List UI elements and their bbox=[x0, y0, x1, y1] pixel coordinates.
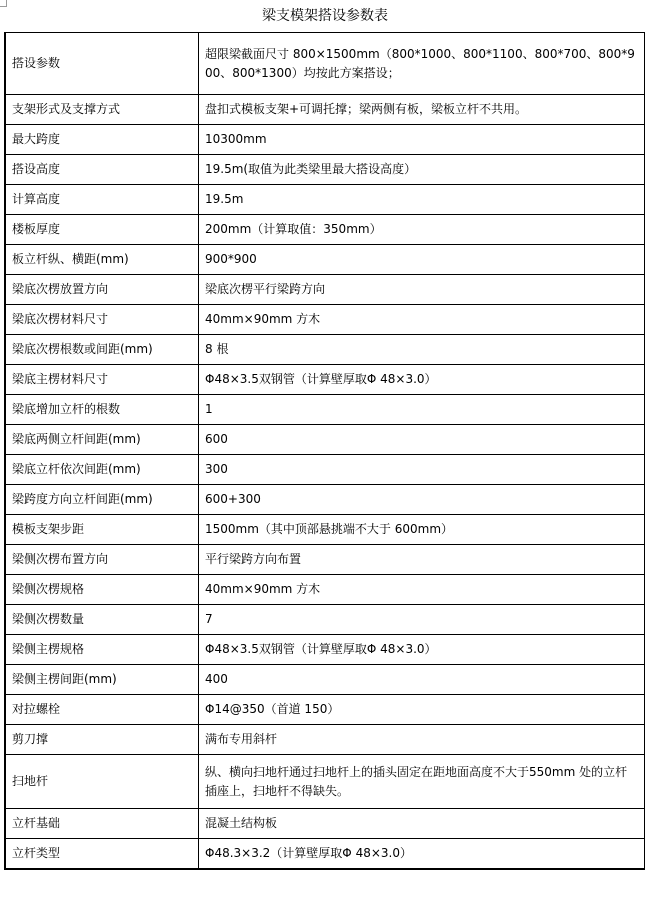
row-value: 300 bbox=[199, 455, 645, 485]
row-value: Φ14@350（首道 150） bbox=[199, 695, 645, 725]
table-row bbox=[5, 33, 645, 95]
table-row bbox=[5, 665, 645, 695]
table-row bbox=[5, 425, 645, 455]
row-value: 盘扣式模板支架+可调托撑；梁两侧有板，梁板立杆不共用。 bbox=[199, 95, 645, 125]
table-row bbox=[5, 695, 645, 725]
table-row bbox=[5, 725, 645, 755]
row-label: 最大跨度 bbox=[5, 125, 199, 155]
row-label: 梁底两侧立杆间距(mm) bbox=[5, 425, 199, 455]
row-value: 400 bbox=[199, 665, 645, 695]
row-label: 梁底主楞材料尺寸 bbox=[5, 365, 199, 395]
page-corner-mark bbox=[0, 0, 7, 7]
table-row bbox=[5, 305, 645, 335]
row-label: 梁底增加立杆的根数 bbox=[5, 395, 199, 425]
row-value: 8 根 bbox=[199, 335, 645, 365]
table-row bbox=[5, 155, 645, 185]
row-label: 扫地杆 bbox=[5, 755, 199, 809]
row-label: 梁侧次楞数量 bbox=[5, 605, 199, 635]
row-value: 900*900 bbox=[199, 245, 645, 275]
row-value: 1500mm（其中顶部悬挑端不大于 600mm） bbox=[199, 515, 645, 545]
row-value: 梁底次楞平行梁跨方向 bbox=[199, 275, 645, 305]
row-value: 纵、横向扫地杆通过扫地杆上的插头固定在距地面高度不大于550mm 处的立杆插座上，扫地杆不得缺失。 bbox=[199, 755, 645, 809]
row-label: 梁底立杆依次间距(mm) bbox=[5, 455, 199, 485]
table-row bbox=[5, 185, 645, 215]
row-label: 梁底次楞根数或间距(mm) bbox=[5, 335, 199, 365]
row-value: 7 bbox=[199, 605, 645, 635]
row-label: 立杆基础 bbox=[5, 809, 199, 839]
row-value: Φ48×3.5双钢管（计算壁厚取Φ 48×3.0） bbox=[199, 365, 645, 395]
table-row bbox=[5, 275, 645, 305]
table-row bbox=[5, 245, 645, 275]
table-row bbox=[5, 575, 645, 605]
table-row bbox=[5, 839, 645, 869]
table-row bbox=[5, 515, 645, 545]
row-label: 搭设参数 bbox=[5, 33, 199, 95]
row-value: 混凝土结构板 bbox=[199, 809, 645, 839]
row-value: 超限梁截面尺寸 800×1500mm（800*1000、800*1100、800*700、800*900、800*1300）均按此方案搭设； bbox=[199, 33, 645, 95]
document-title: 梁支模架搭设参数表 bbox=[262, 8, 388, 24]
row-value: 19.5m(取值为此类梁里最大搭设高度） bbox=[199, 155, 645, 185]
table-row bbox=[5, 755, 645, 809]
row-label: 搭设高度 bbox=[5, 155, 199, 185]
row-label: 梁底次楞放置方向 bbox=[5, 275, 199, 305]
row-label: 梁侧主楞间距(mm) bbox=[5, 665, 199, 695]
row-value: 600+300 bbox=[199, 485, 645, 515]
table-row bbox=[5, 335, 645, 365]
parameter-table bbox=[4, 32, 645, 870]
table-row bbox=[5, 365, 645, 395]
table-row bbox=[5, 635, 645, 665]
row-label: 梁侧次楞布置方向 bbox=[5, 545, 199, 575]
table-row bbox=[5, 95, 645, 125]
row-label: 梁侧次楞规格 bbox=[5, 575, 199, 605]
table-row bbox=[5, 545, 645, 575]
row-value: 1 bbox=[199, 395, 645, 425]
row-value: 40mm×90mm 方木 bbox=[199, 305, 645, 335]
row-label: 计算高度 bbox=[5, 185, 199, 215]
row-label: 梁跨度方向立杆间距(mm) bbox=[5, 485, 199, 515]
row-label: 支架形式及支撑方式 bbox=[5, 95, 199, 125]
table-row bbox=[5, 215, 645, 245]
row-label: 楼板厚度 bbox=[5, 215, 199, 245]
row-label: 梁侧主楞规格 bbox=[5, 635, 199, 665]
row-label: 立杆类型 bbox=[5, 839, 199, 869]
row-value: 满布专用斜杆 bbox=[199, 725, 645, 755]
row-value: 平行梁跨方向布置 bbox=[199, 545, 645, 575]
table-row bbox=[5, 809, 645, 839]
table-row bbox=[5, 125, 645, 155]
row-label: 梁底次楞材料尺寸 bbox=[5, 305, 199, 335]
table-row bbox=[5, 485, 645, 515]
row-label: 板立杆纵、横距(mm) bbox=[5, 245, 199, 275]
row-label: 对拉螺栓 bbox=[5, 695, 199, 725]
row-label: 剪刀撑 bbox=[5, 725, 199, 755]
row-value: Φ48×3.5双钢管（计算壁厚取Φ 48×3.0） bbox=[199, 635, 645, 665]
table-row bbox=[5, 395, 645, 425]
table-row bbox=[5, 455, 645, 485]
row-value: 19.5m bbox=[199, 185, 645, 215]
row-value: 200mm（计算取值：350mm） bbox=[199, 215, 645, 245]
row-value: 600 bbox=[199, 425, 645, 455]
row-value: Φ48.3×3.2（计算壁厚取Φ 48×3.0） bbox=[199, 839, 645, 869]
parameter-table-body bbox=[5, 33, 645, 869]
row-value: 40mm×90mm 方木 bbox=[199, 575, 645, 605]
row-value: 10300mm bbox=[199, 125, 645, 155]
row-label: 模板支架步距 bbox=[5, 515, 199, 545]
table-row bbox=[5, 605, 645, 635]
